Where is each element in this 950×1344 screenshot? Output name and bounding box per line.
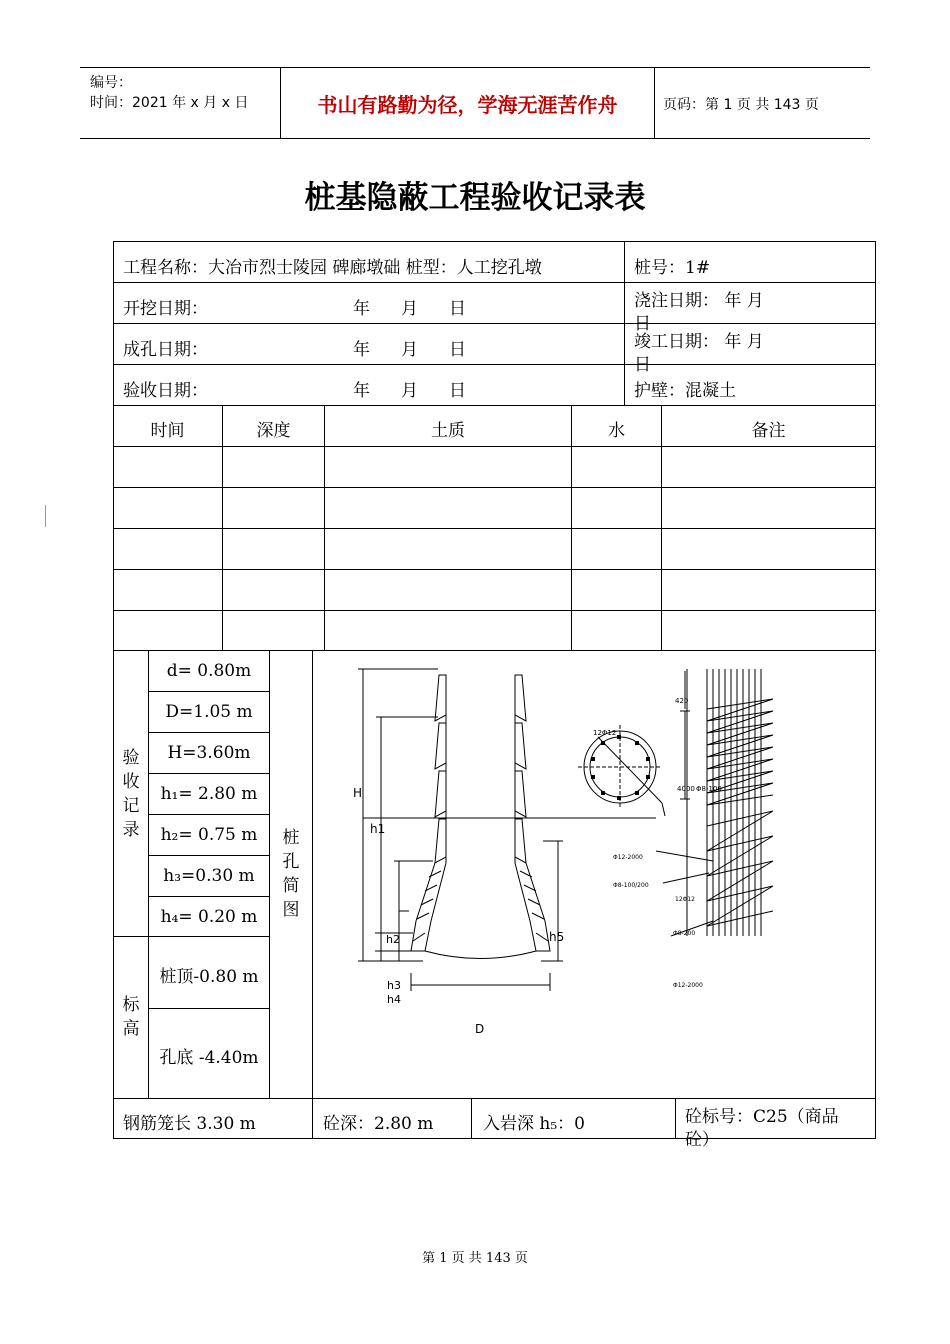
label-h3: h3 bbox=[387, 979, 401, 992]
record-h2: h₂= 0.75 m bbox=[160, 825, 258, 845]
dig-date-year: 年 bbox=[353, 299, 370, 319]
header-meta bbox=[80, 68, 280, 138]
finish-date-cell bbox=[625, 324, 875, 375]
label-4000: 4000 bbox=[677, 785, 695, 793]
dig-date-label: 开挖日期： bbox=[123, 299, 208, 319]
record-h4: h₄= 0.20 m bbox=[160, 907, 258, 927]
wall-type: 护壁：混凝土 bbox=[634, 381, 736, 401]
elevation-label: 标高 bbox=[122, 995, 140, 1039]
rock-depth: 入岩深 h₅：0 bbox=[483, 1114, 585, 1134]
label-phi12-2000-a: Φ12-2000 bbox=[613, 854, 643, 861]
label-phi8-100: Φ8-100 bbox=[696, 785, 722, 793]
col-time: 时间 bbox=[150, 421, 185, 441]
dig-date-month: 月 bbox=[401, 299, 418, 319]
record-d: d= 0.80m bbox=[166, 661, 252, 681]
concrete-grade-cell bbox=[676, 1099, 875, 1150]
label-12phi12-side: 12Φ12 bbox=[675, 896, 695, 903]
hole-date-day: 日 bbox=[449, 340, 466, 360]
elev-top: 桩顶-0.80 m bbox=[159, 967, 259, 987]
hole-date-label: 成孔日期： bbox=[123, 340, 208, 360]
col-remarks: 备注 bbox=[751, 421, 786, 441]
finish-date-wrap: 日 bbox=[634, 355, 651, 375]
accept-date-day: 日 bbox=[449, 381, 466, 401]
accept-date-month: 月 bbox=[401, 381, 418, 401]
header-page-info: 页码：第 1 页 共 143 页 bbox=[663, 97, 819, 113]
record-H: H=3.60m bbox=[167, 743, 251, 763]
concrete-grade: 砼标号：C25（商品 bbox=[685, 1107, 839, 1127]
pile-number: 桩号：1# bbox=[634, 258, 711, 278]
label-h5: h5 bbox=[549, 930, 565, 944]
label-phi12-2000-b: Φ12-2000 bbox=[673, 982, 703, 989]
project-name: 工程名称：大冶市烈士陵园 碑廊墩础 桩型：人工挖孔墩 bbox=[123, 258, 542, 278]
cage-length: 钢筋笼长 3.30 m bbox=[123, 1114, 256, 1134]
record-h1: h₁= 2.80 m bbox=[160, 784, 258, 804]
label-420: 420 bbox=[675, 697, 689, 705]
finish-date: 竣工日期： 年 月 bbox=[634, 332, 764, 352]
record-D: D=1.05 m bbox=[165, 702, 253, 722]
pour-date-wrap: 日 bbox=[634, 314, 651, 334]
col-depth: 深度 bbox=[256, 421, 291, 441]
record-h3: h₃=0.30 m bbox=[163, 866, 255, 886]
accept-date-year: 年 bbox=[353, 381, 370, 401]
col-soil: 土质 bbox=[431, 421, 465, 441]
acceptance-table bbox=[113, 241, 876, 1150]
dig-date-day: 日 bbox=[449, 299, 466, 319]
pour-date: 浇注日期： 年 月 bbox=[634, 291, 764, 311]
label-H: H bbox=[353, 786, 363, 800]
page-header bbox=[80, 67, 870, 139]
label-phi8-200: Φ8-200 bbox=[673, 930, 696, 937]
label-12phi12-top: 12Φ12 bbox=[593, 729, 617, 737]
col-water: 水 bbox=[608, 421, 625, 441]
pile-diagram bbox=[313, 651, 875, 1098]
elev-bottom: 孔底 -4.40m bbox=[159, 1048, 259, 1068]
label-h1: h1 bbox=[370, 822, 386, 836]
record-label: 验收记录 bbox=[122, 748, 140, 840]
hole-date-month: 月 bbox=[401, 340, 418, 360]
label-phi8-100-200: Φ8-100/200 bbox=[613, 882, 649, 889]
accept-date-label: 验收日期： bbox=[123, 381, 208, 401]
header-slogan: 书山有路勤为径，学海无涯苦作舟 bbox=[280, 68, 655, 138]
concrete-depth: 砼深：2.80 m bbox=[323, 1114, 434, 1134]
label-h4: h4 bbox=[387, 993, 401, 1006]
margin-mark bbox=[45, 505, 46, 527]
time-label: 时间：2021 年 x 月 x 日 bbox=[90, 95, 249, 111]
diagram-label: 桩孔简图 bbox=[282, 828, 300, 920]
hole-date-year: 年 bbox=[353, 340, 370, 360]
concrete-grade-wrap: 砼） bbox=[685, 1130, 719, 1150]
label-h2: h2 bbox=[386, 933, 400, 946]
code-label: 编号： bbox=[90, 75, 132, 91]
pour-date-cell bbox=[625, 283, 875, 334]
page-title: 桩基隐蔽工程验收记录表 bbox=[304, 180, 646, 216]
page-footer: 第 1 页 共 143 页 bbox=[422, 1251, 528, 1266]
label-D: D bbox=[475, 1022, 485, 1036]
